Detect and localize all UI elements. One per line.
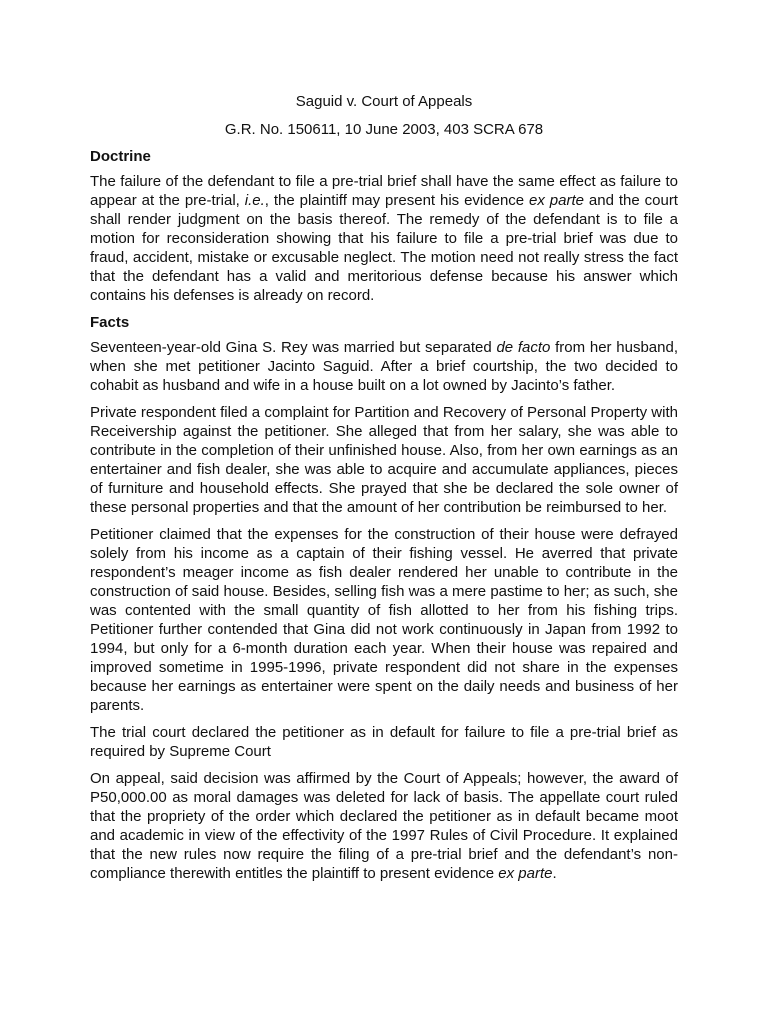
document-page bbox=[90, 92, 678, 891]
facts-paragraph-2: Private respondent filed a complaint for Partition and Recovery of Personal Property with Receivership against the petitioner. She alleged that from her salary, she was able to contribute in the completion of their unfinished house. Also, from her own earnings as an entertainer and fish dealer, she was able to acquire and accumulate appliances, pieces of furniture and household effects. She prayed that she be declared the sole owner of these personal properties and that the amount of her contribution be reimbursed to her. bbox=[90, 404, 678, 516]
italic-run: ex parte bbox=[498, 865, 553, 882]
italic-run: i.e. bbox=[244, 192, 265, 209]
italic-run: de facto bbox=[496, 339, 551, 356]
facts-paragraph-3: Petitioner claimed that the expenses for the construction of their house were defrayed solely from his income as a captain of their fishing vessel. He averred that private respondent’s meager income as fish dealer rendered her unable to contribute in the construction of said house. Besides, selling fish was a mere pastime to her; as such, she was contented with the small quantity of fish allotted to her from his fishing trips. Petitioner further contended that Gina did not work continuously in Japan from 1992 to 1994, but only for a 6-month duration each year. When their house was repaired and improved sometime in 1995-1996, private respondent did not share in the expenses because her earnings as entertainer were spent on the daily needs and business of her parents. bbox=[90, 526, 678, 714]
text-run: On appeal, said decision was affirmed by the Court of Appeals; however, the award of P50,000.00 as moral damages was deleted for lack of basis. The appellate court ruled that the propriety of the order which declared the petitioner as in default became moot and academic in view of the effectivity of the 1997 Rules of Civil Procedure. It explained that the new rules now require the filing of a pre-trial brief and the defendant’s non-compliance therewith entitles the plaintiff to present evidence bbox=[90, 770, 678, 882]
text-run: from her husband, when she met petitioner Jacinto Saguid. After a brief courtship, the two decided to cohabit as husband and wife in a house built on a lot owned by Jacinto’s father. bbox=[90, 339, 679, 394]
facts-paragraph-1 bbox=[90, 338, 678, 395]
facts-paragraph-4: The trial court declared the petitioner as in default for failure to file a pre-trial brief as required by Supreme Court bbox=[90, 724, 678, 760]
facts-paragraph-5 bbox=[90, 769, 678, 883]
text-run: , the plaintiff may present his evidence bbox=[264, 192, 530, 209]
text-run: and the court shall render judgment on the basis thereof. The remedy of the defendant is to file a motion for reconsideration showing that his failure to file a pre-trial brief was due to fraud, accident, mistake or excusable neglect. The motion need not really stress the fact that the defendant has a valid and meritorious defense because his answer which contains his defenses is already on record. bbox=[90, 192, 678, 304]
doctrine-paragraph bbox=[90, 172, 678, 305]
italic-run: ex parte bbox=[529, 192, 584, 209]
case-title: Saguid v. Court of Appeals bbox=[295, 93, 473, 110]
text-run: . bbox=[552, 865, 557, 882]
doctrine-heading: Doctrine bbox=[90, 148, 151, 165]
case-citation: G.R. No. 150611, 10 June 2003, 403 SCRA 678 bbox=[224, 121, 544, 138]
facts-heading: Facts bbox=[90, 314, 130, 331]
text-run: The failure of the defendant to file a pre-trial brief shall have the same effect as failure to appear at the pre-trial, bbox=[90, 173, 678, 209]
text-run: Seventeen-year-old Gina S. Rey was married but separated bbox=[90, 339, 497, 356]
